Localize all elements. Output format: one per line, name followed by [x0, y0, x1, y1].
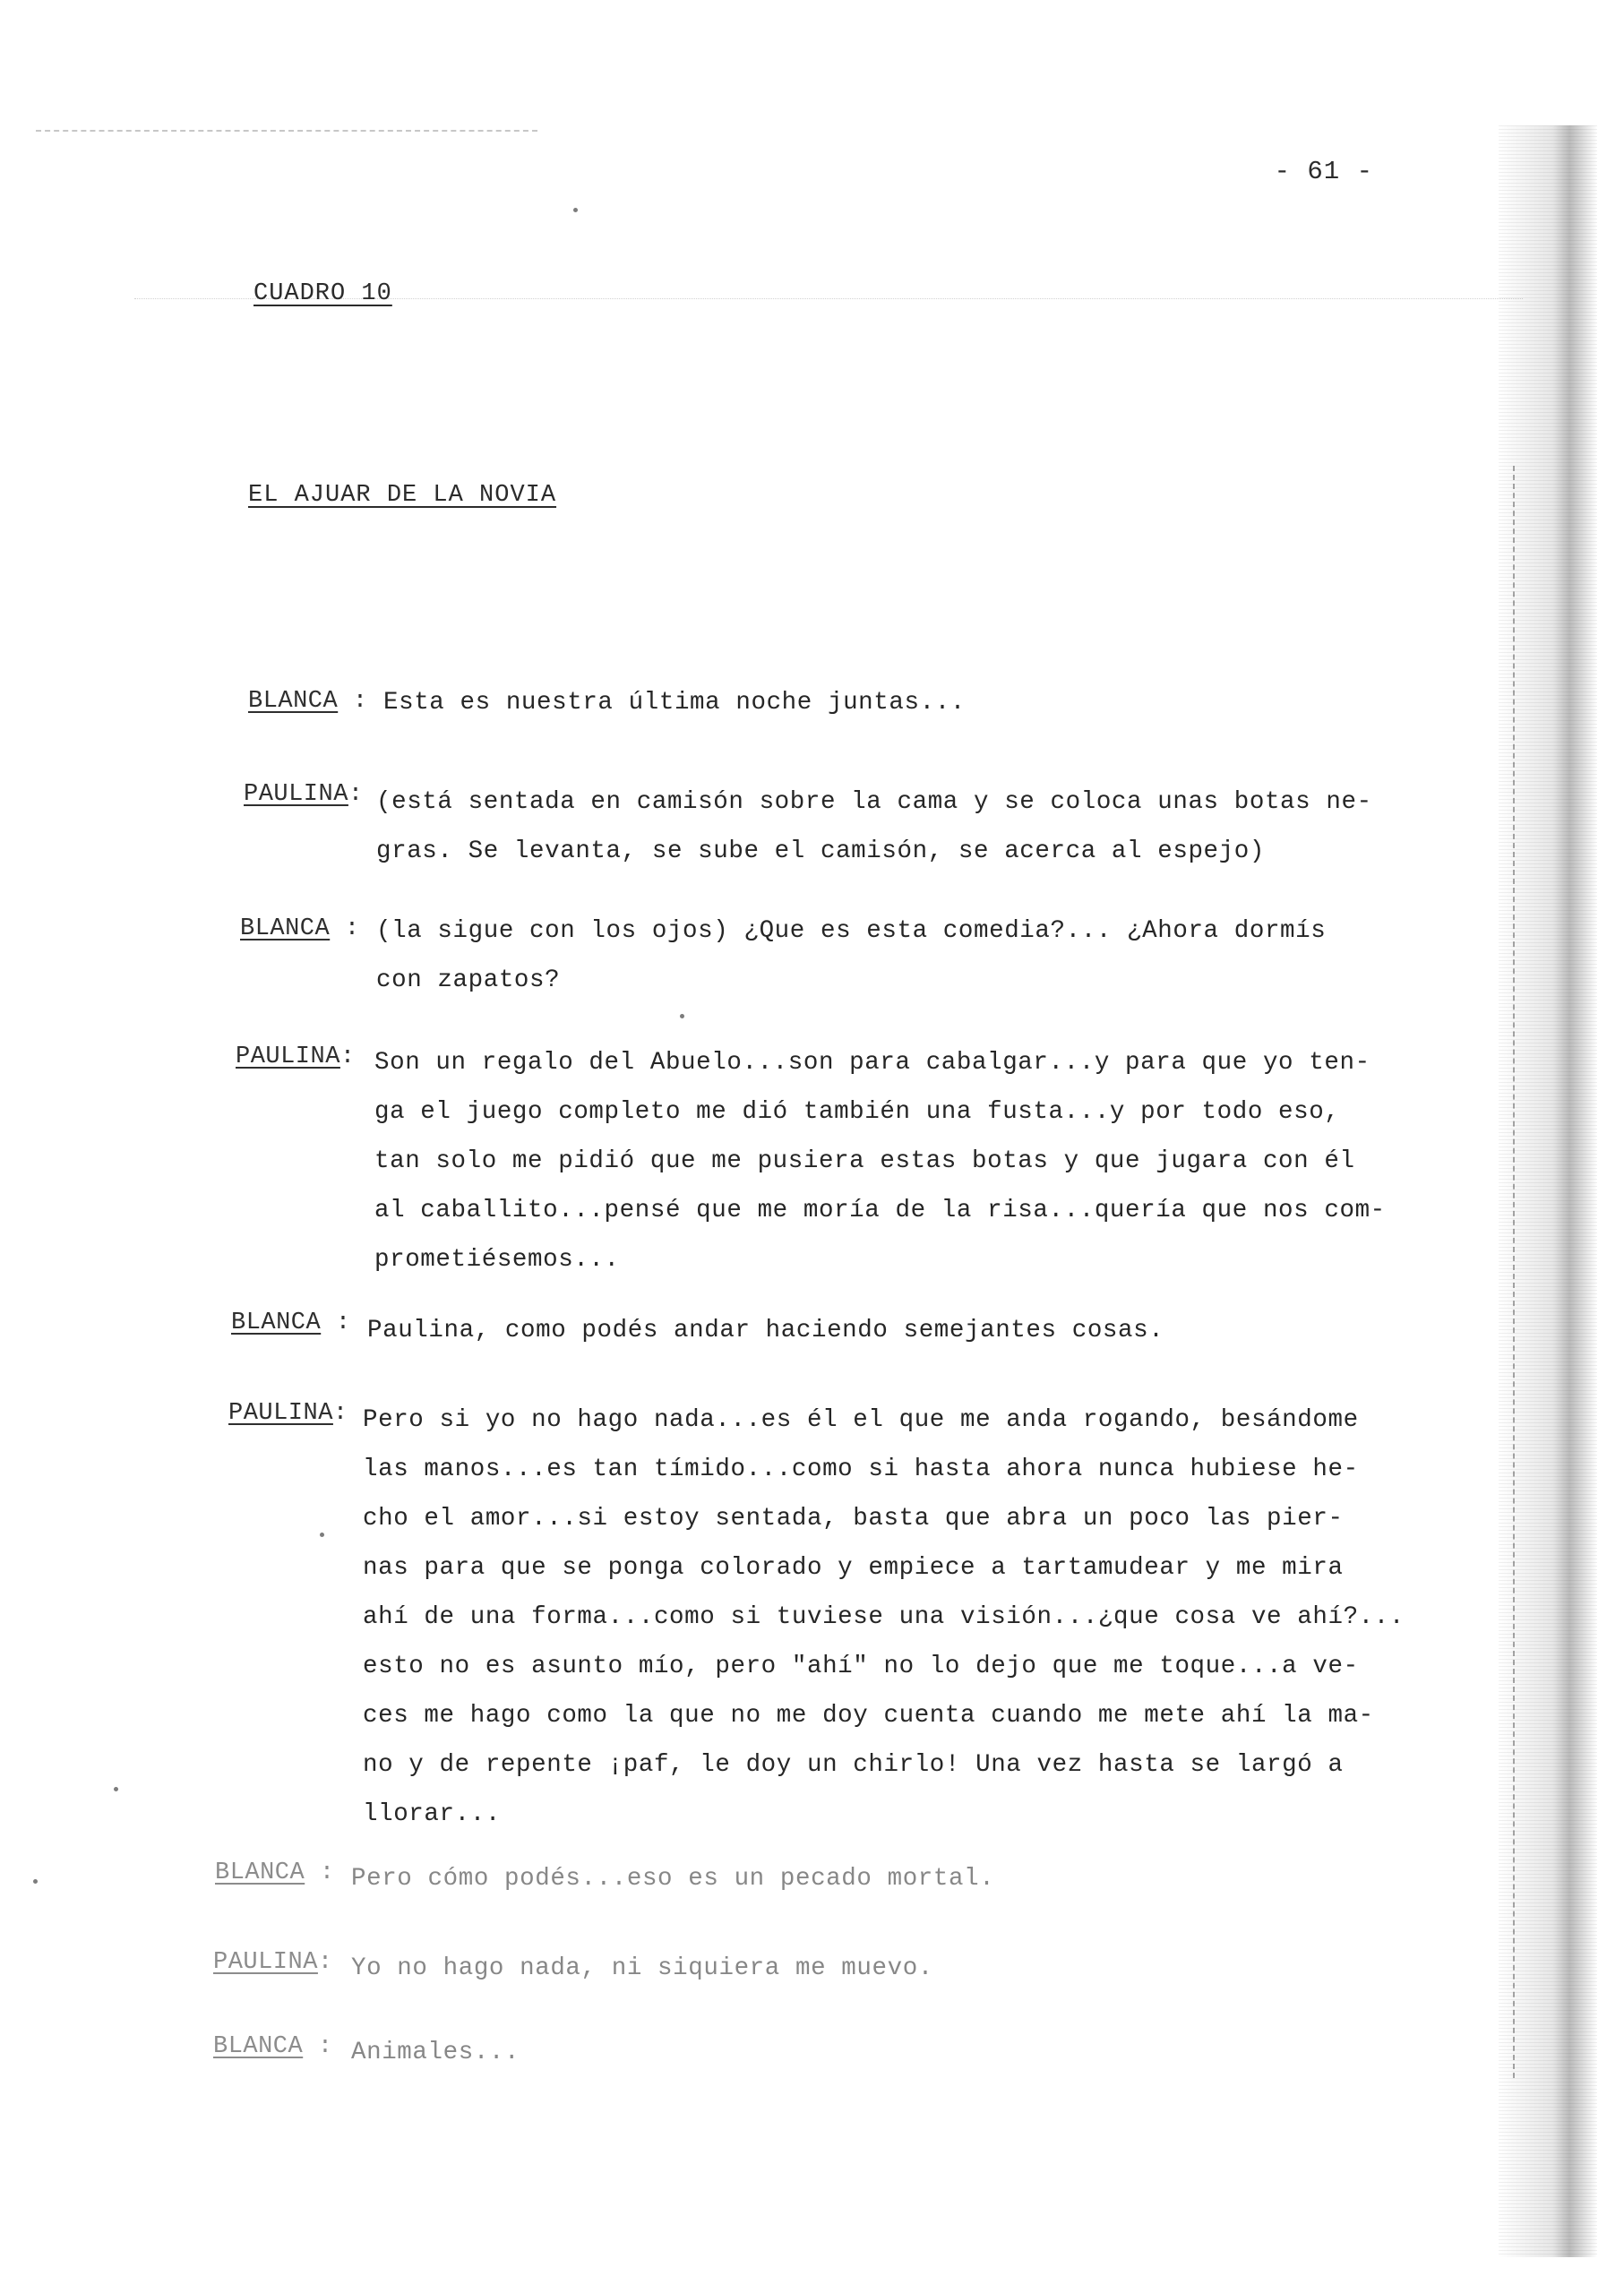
speaker-separator: : — [317, 1949, 333, 1976]
scan-artifact-edge-line — [1513, 466, 1515, 2078]
speech-line: Pero si yo no hago nada...es él el que me anda rogando, besándome — [363, 1406, 1359, 1434]
speech-line: prometiésemos... — [374, 1246, 620, 1274]
speech-line: nas para que se ponga colorado y empiece a tartamudear y me mira — [363, 1554, 1344, 1582]
speech-line: con zapatos? — [376, 966, 561, 994]
speaker-label — [236, 1043, 356, 1070]
speaker-separator: : — [344, 915, 360, 942]
speech-line: Pero cómo podés...eso es un pecado mortal. — [351, 1865, 995, 1893]
speaker-separator: : — [348, 781, 364, 808]
speaker-name: BLANCA — [213, 2033, 304, 2060]
speaker-label — [228, 1400, 348, 1427]
speaker-name: BLANCA — [231, 1310, 322, 1336]
scan-speck — [320, 1533, 324, 1537]
speech-line: las manos...es tan tímido...como si hasta ahora nunca hubiese he- — [363, 1456, 1359, 1483]
speech-text — [351, 2028, 520, 2077]
scan-speck — [33, 1879, 38, 1884]
scene-subtitle: EL AJUAR DE LA NOVIA — [248, 482, 557, 509]
speaker-name: PAULINA — [236, 1043, 340, 1070]
speaker-label — [231, 1310, 351, 1336]
scan-artifact-line — [36, 130, 537, 132]
speech-line: (la sigue con los ojos) ¿Que es esta comedia?... ¿Ahora dormís — [376, 917, 1327, 945]
speech-text — [374, 1038, 1386, 1284]
speech-line: llorar... — [363, 1800, 501, 1828]
speaker-name: PAULINA — [244, 781, 348, 808]
speaker-label — [248, 688, 368, 715]
speech-line: (está sentada en camisón sobre la cama y se coloca unas botas ne- — [376, 788, 1372, 816]
speech-line: cho el amor...si estoy sentada, basta que abra un poco las pier- — [363, 1505, 1344, 1533]
speaker-name: BLANCA — [215, 1859, 305, 1886]
speech-line: al caballito...pensé que me moría de la risa...quería que nos com- — [374, 1197, 1386, 1224]
speaker-name: BLANCA — [240, 915, 331, 942]
speech-line: ahí de una forma...como si tuviese una visión...¿que cosa ve ahí?... — [363, 1603, 1405, 1631]
speaker-label — [213, 1949, 333, 1976]
speaker-name: PAULINA — [228, 1400, 333, 1427]
speaker-separator: : — [352, 688, 368, 715]
speech-text — [367, 1306, 1164, 1355]
speaker-separator: : — [332, 1400, 348, 1427]
speaker-name: PAULINA — [213, 1949, 318, 1976]
speech-line: Yo no hago nada, ni siquiera me muevo. — [351, 1954, 933, 1982]
speech-text — [351, 1944, 933, 1993]
speech-text — [363, 1396, 1405, 1839]
speaker-separator: : — [335, 1310, 351, 1336]
speech-line: ces me hago como la que no me doy cuenta cuando me mete ahí la ma- — [363, 1702, 1374, 1730]
speech-text — [376, 906, 1326, 1005]
speaker-separator: : — [339, 1043, 356, 1070]
speaker-label — [240, 915, 360, 942]
speaker-separator: : — [317, 2033, 333, 2060]
scan-speck — [114, 1787, 118, 1791]
speech-line: Animales... — [351, 2039, 520, 2066]
scan-speck — [680, 1014, 684, 1018]
speech-line: esto no es asunto mío, pero "ahí" no lo dejo que me toque...a ve- — [363, 1653, 1359, 1680]
speech-line: tan solo me pidió que me pusiera estas botas y que jugara con él — [374, 1147, 1355, 1175]
page-number: - 61 - — [1274, 157, 1373, 186]
speaker-label — [244, 781, 364, 808]
scan-speck — [573, 208, 578, 212]
speaker-name: BLANCA — [248, 688, 339, 715]
speech-text — [383, 678, 966, 727]
speech-line: Son un regalo del Abuelo...son para cabalgar...y para que yo ten- — [374, 1049, 1371, 1077]
speaker-label — [215, 1859, 335, 1886]
speech-line: Paulina, como podés andar haciendo semejantes cosas. — [367, 1317, 1164, 1344]
speaker-separator: : — [319, 1859, 335, 1886]
speech-line: no y de repente ¡paf, le doy un chirlo! Una vez hasta se largó a — [363, 1751, 1344, 1779]
scene-heading: CUADRO 10 — [253, 280, 392, 307]
speech-line: ga el juego completo me dió también una fusta...y por todo eso, — [374, 1098, 1340, 1126]
speech-text — [376, 777, 1372, 876]
speech-line: gras. Se levanta, se sube el camisón, se acerca al espejo) — [376, 837, 1265, 865]
speech-line: Esta es nuestra última noche juntas... — [383, 689, 966, 717]
speaker-label — [213, 2033, 333, 2060]
speech-text — [351, 1854, 994, 1903]
